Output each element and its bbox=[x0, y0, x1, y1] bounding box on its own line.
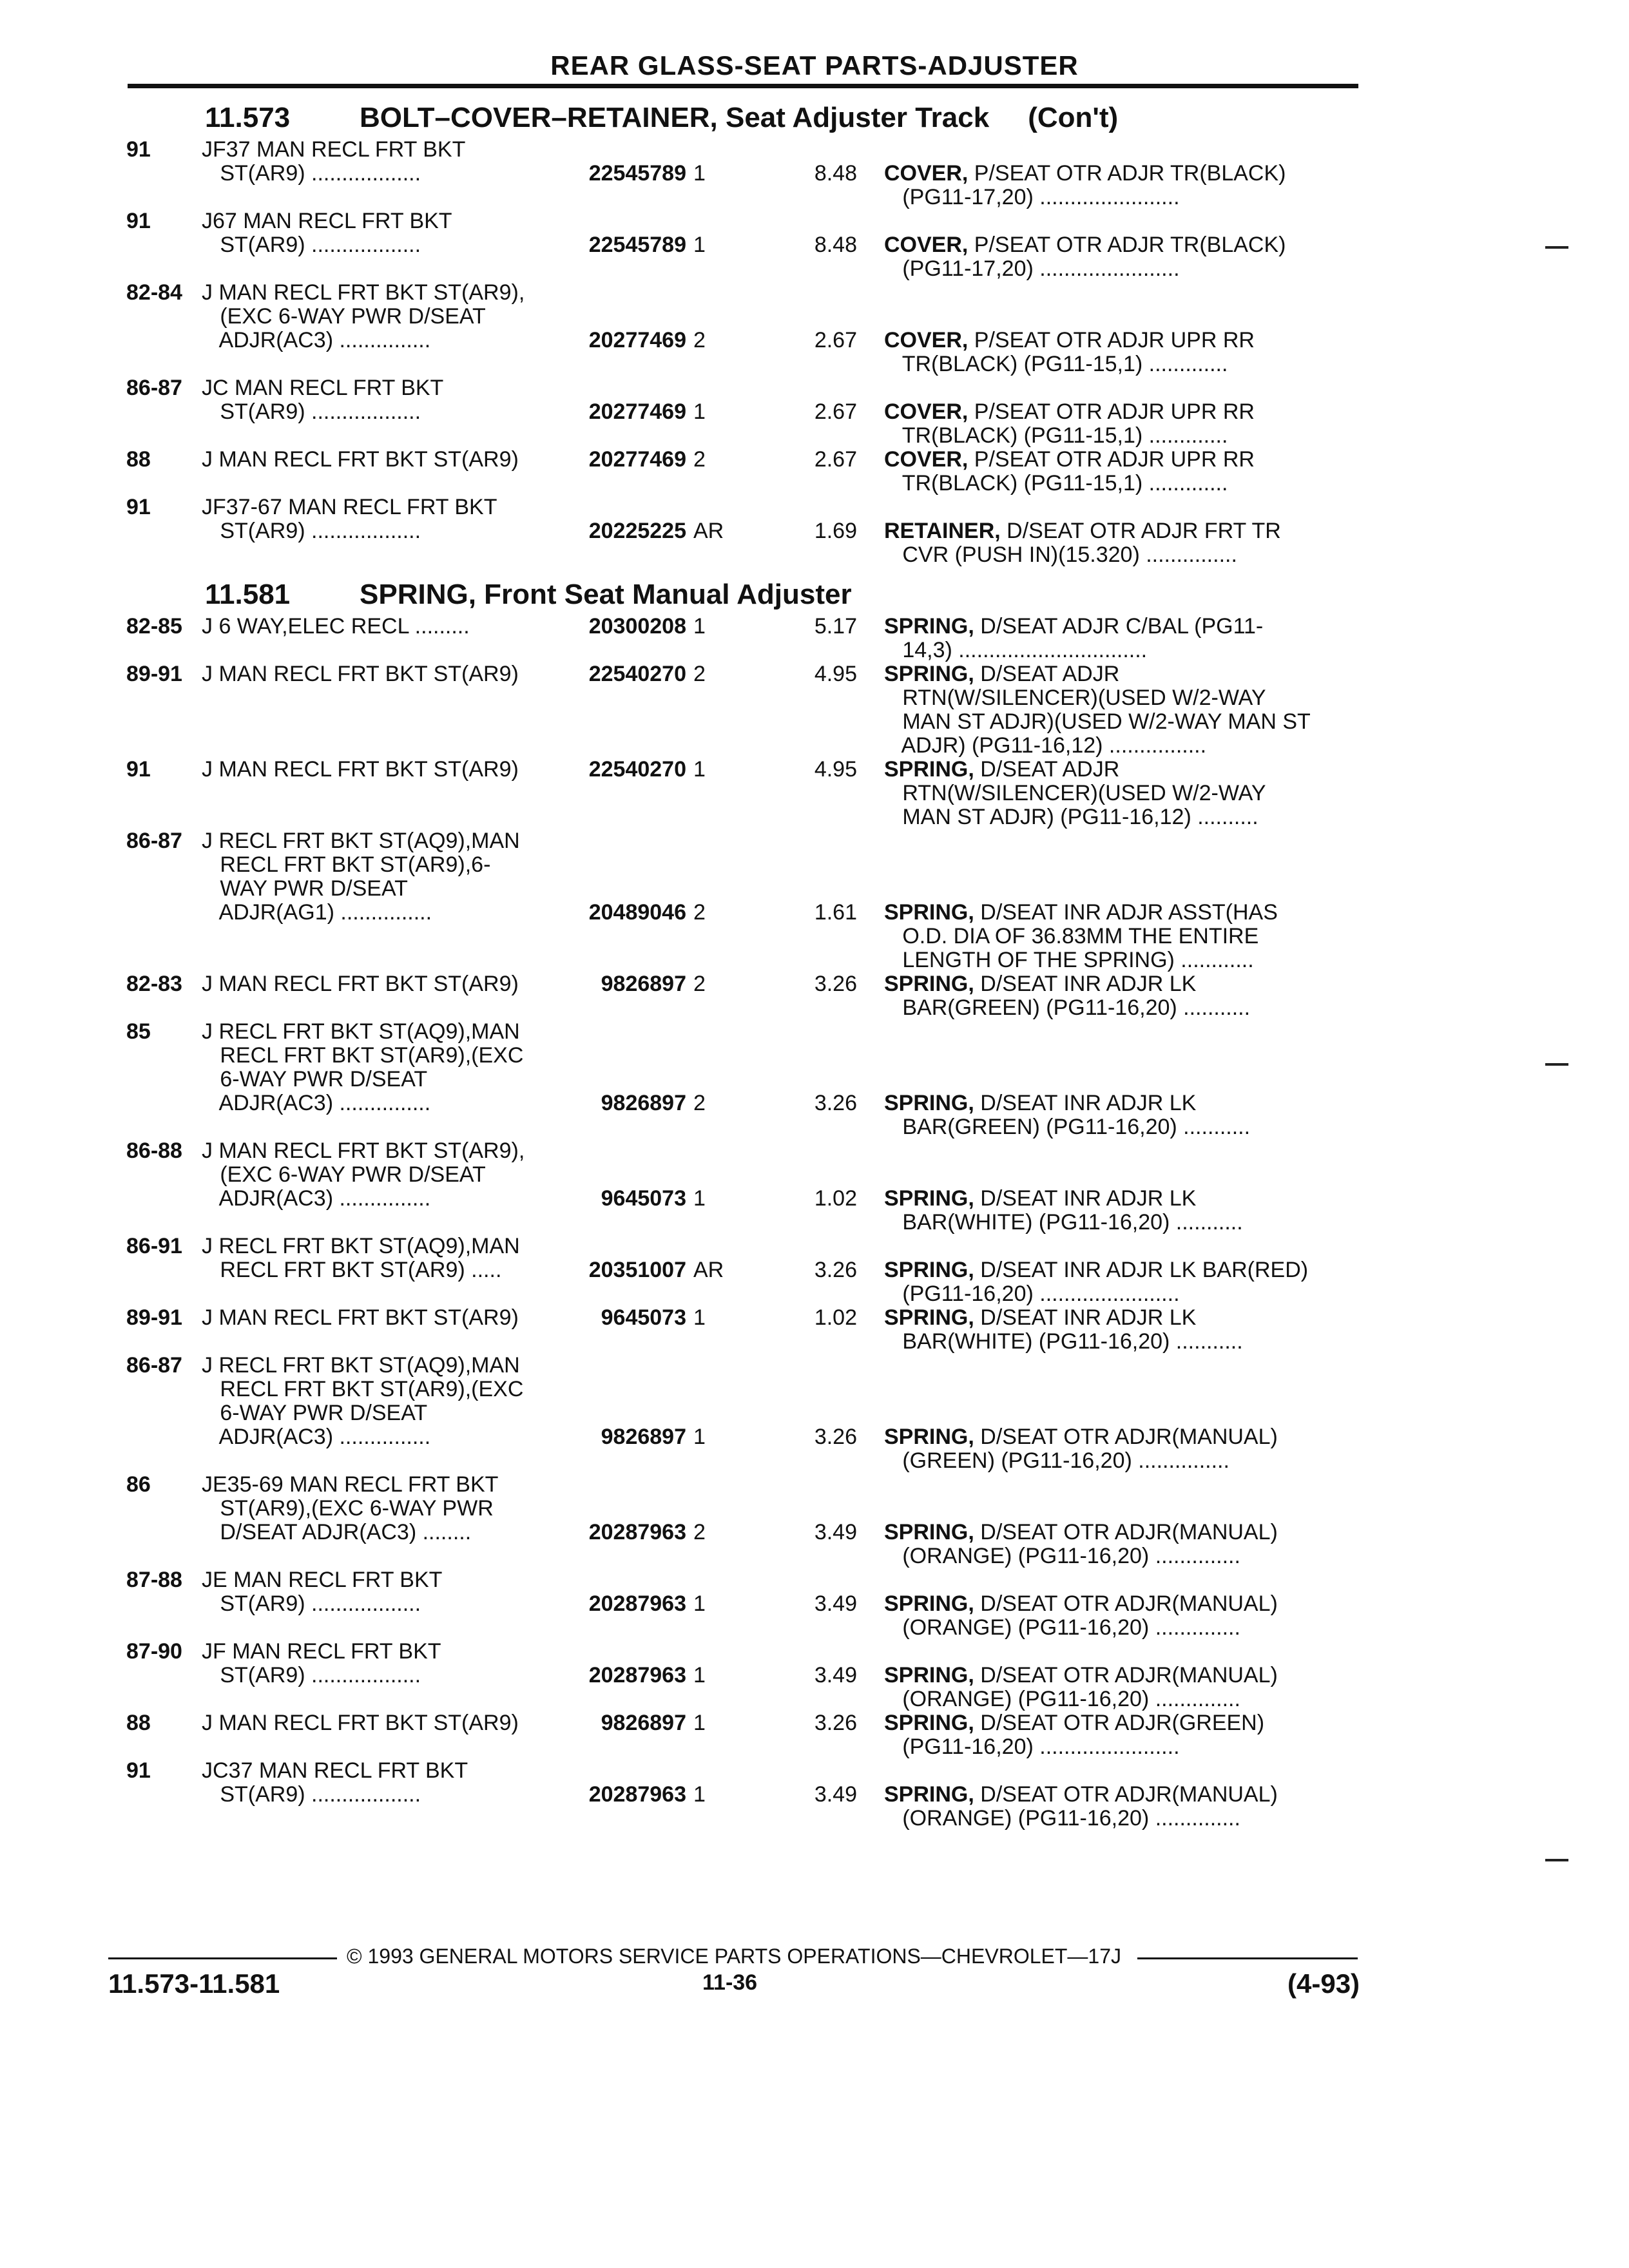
section-heading bbox=[205, 579, 852, 611]
application-desc: JF37-67 MAN RECL FRT BKT ST(AR9) .................. bbox=[202, 495, 497, 543]
application-desc: J 6 WAY,ELEC RECL ......... bbox=[202, 614, 470, 639]
model-years: 86-88 bbox=[126, 1139, 182, 1163]
page-title: REAR GLASS-SEAT PARTS-ADJUSTER bbox=[550, 50, 1079, 81]
part-number: 9826897 bbox=[601, 1711, 686, 1735]
part-number: 9645073 bbox=[601, 1186, 686, 1211]
model-years: 88 bbox=[126, 1711, 151, 1735]
model-years: 82-84 bbox=[126, 280, 182, 305]
part-description: SPRING, D/SEAT OTR ADJR(MANUAL) (ORANGE) (PG11-16,20) .............. bbox=[884, 1663, 1278, 1711]
application-desc: JE MAN RECL FRT BKT ST(AR9) .................. bbox=[202, 1568, 443, 1616]
section-suffix: (Con't) bbox=[1028, 102, 1119, 133]
part-number: 20351007 bbox=[588, 1258, 686, 1282]
price: 3.26 bbox=[814, 972, 857, 996]
part-description: COVER, P/SEAT OTR ADJR UPR RR TR(BLACK) (PG11-15,1) ............. bbox=[884, 399, 1255, 448]
price: 1.61 bbox=[814, 900, 857, 925]
part-number: 20287963 bbox=[588, 1782, 686, 1807]
part-description: SPRING, D/SEAT INR ADJR ASST(HAS O.D. DIA OF 36.83MM THE ENTIRE LENGTH OF THE SPRING) ............ bbox=[884, 900, 1278, 972]
section-number: 11.581 bbox=[205, 579, 291, 610]
application-desc: J MAN RECL FRT BKT ST(AR9) bbox=[202, 447, 519, 472]
price: 4.95 bbox=[814, 757, 857, 782]
part-number: 9645073 bbox=[601, 1305, 686, 1330]
quantity: 1 bbox=[693, 399, 706, 424]
price: 3.26 bbox=[814, 1091, 857, 1115]
quantity: 1 bbox=[693, 1711, 706, 1735]
price: 4.95 bbox=[814, 662, 857, 686]
price: 8.48 bbox=[814, 161, 857, 186]
application-desc: J MAN RECL FRT BKT ST(AR9), (EXC 6-WAY PWR D/SEAT ADJR(AC3) ............... bbox=[202, 280, 525, 352]
price: 5.17 bbox=[814, 614, 857, 639]
footer-rule bbox=[1137, 1957, 1358, 1959]
section-number: 11.573 bbox=[205, 102, 291, 133]
part-number: 20277469 bbox=[588, 328, 686, 352]
part-number: 20277469 bbox=[588, 447, 686, 472]
application-desc: JF MAN RECL FRT BKT ST(AR9) .................. bbox=[202, 1639, 441, 1687]
footer-rule bbox=[108, 1957, 337, 1959]
part-description: SPRING, D/SEAT OTR ADJR(MANUAL) (GREEN) (PG11-16,20) ............... bbox=[884, 1425, 1278, 1473]
model-years: 82-83 bbox=[126, 972, 182, 996]
quantity: 1 bbox=[693, 614, 706, 639]
part-number: 20277469 bbox=[588, 399, 686, 424]
quantity: 2 bbox=[693, 1091, 706, 1115]
application-desc: J RECL FRT BKT ST(AQ9),MAN RECL FRT BKT ST(AR9),6- WAY PWR D/SEAT ADJR(AG1) ............... bbox=[202, 829, 520, 925]
quantity: 1 bbox=[693, 161, 706, 186]
part-description: SPRING, D/SEAT OTR ADJR(MANUAL) (ORANGE) (PG11-16,20) .............. bbox=[884, 1782, 1278, 1831]
model-years: 85 bbox=[126, 1019, 151, 1044]
quantity: 1 bbox=[693, 1425, 706, 1449]
part-description: SPRING, D/SEAT INR ADJR LK BAR(RED) (PG11-16,20) ....................... bbox=[884, 1258, 1309, 1306]
price: 2.67 bbox=[814, 328, 857, 352]
application-desc: J MAN RECL FRT BKT ST(AR9) bbox=[202, 1305, 519, 1330]
header-rule bbox=[128, 84, 1358, 88]
margin-mark bbox=[1545, 1859, 1568, 1861]
model-years: 86-87 bbox=[126, 376, 182, 400]
quantity: 2 bbox=[693, 900, 706, 925]
application-desc: JE35-69 MAN RECL FRT BKT ST(AR9),(EXC 6-WAY PWR D/SEAT ADJR(AC3) ........ bbox=[202, 1472, 499, 1544]
price: 3.26 bbox=[814, 1425, 857, 1449]
part-number: 20300208 bbox=[588, 614, 686, 639]
model-years: 88 bbox=[126, 447, 151, 472]
part-number: 22540270 bbox=[588, 662, 686, 686]
part-number: 9826897 bbox=[601, 1091, 686, 1115]
part-description: SPRING, D/SEAT OTR ADJR(MANUAL) (ORANGE) (PG11-16,20) .............. bbox=[884, 1520, 1278, 1568]
price: 1.02 bbox=[814, 1305, 857, 1330]
model-years: 82-85 bbox=[126, 614, 182, 639]
model-years: 89-91 bbox=[126, 662, 182, 686]
model-years: 86-91 bbox=[126, 1234, 182, 1258]
model-years: 91 bbox=[126, 757, 151, 782]
application-desc: J MAN RECL FRT BKT ST(AR9) bbox=[202, 972, 519, 996]
application-desc: JF37 MAN RECL FRT BKT ST(AR9) .................. bbox=[202, 137, 466, 186]
application-desc: J RECL FRT BKT ST(AQ9),MAN RECL FRT BKT ST(AR9),(EXC 6-WAY PWR D/SEAT ADJR(AC3) ............... bbox=[202, 1019, 524, 1115]
part-number: 20287963 bbox=[588, 1520, 686, 1544]
part-description: RETAINER, D/SEAT OTR ADJR FRT TR CVR (PUSH IN)(15.320) ............... bbox=[884, 519, 1281, 567]
application-desc: J MAN RECL FRT BKT ST(AR9) bbox=[202, 662, 519, 686]
part-description: SPRING, D/SEAT INR ADJR LK BAR(WHITE) (PG11-16,20) ........... bbox=[884, 1186, 1243, 1235]
quantity: 1 bbox=[693, 1782, 706, 1807]
part-description: SPRING, D/SEAT ADJR RTN(W/SILENCER)(USED W/2-WAY MAN ST ADJR)(USED W/2-WAY MAN ST ADJR) (PG11-16,12) ................ bbox=[884, 662, 1311, 758]
model-years: 91 bbox=[126, 137, 151, 162]
part-number: 20225225 bbox=[588, 519, 686, 543]
model-years: 91 bbox=[126, 495, 151, 519]
price: 3.26 bbox=[814, 1258, 857, 1282]
quantity: 2 bbox=[693, 1520, 706, 1544]
quantity: 1 bbox=[693, 1305, 706, 1330]
part-number: 22545789 bbox=[588, 161, 686, 186]
part-description: SPRING, D/SEAT INR ADJR LK BAR(GREEN) (PG11-16,20) ........... bbox=[884, 972, 1251, 1020]
quantity: AR bbox=[693, 1258, 724, 1282]
model-years: 91 bbox=[126, 209, 151, 233]
part-description: COVER, P/SEAT OTR ADJR UPR RR TR(BLACK) (PG11-15,1) ............. bbox=[884, 447, 1255, 495]
quantity: 1 bbox=[693, 1663, 706, 1687]
price: 3.49 bbox=[814, 1782, 857, 1807]
price: 8.48 bbox=[814, 233, 857, 257]
part-description: SPRING, D/SEAT OTR ADJR(MANUAL) (ORANGE) (PG11-16,20) .............. bbox=[884, 1591, 1278, 1640]
revision-date: (4-93) bbox=[1287, 1968, 1360, 1999]
section-heading bbox=[205, 102, 1118, 134]
application-desc: JC MAN RECL FRT BKT ST(AR9) .................. bbox=[202, 376, 444, 424]
part-description: COVER, P/SEAT OTR ADJR TR(BLACK) (PG11-17,20) ....................... bbox=[884, 233, 1286, 281]
application-desc: JC37 MAN RECL FRT BKT ST(AR9) .................. bbox=[202, 1758, 468, 1807]
price: 3.49 bbox=[814, 1520, 857, 1544]
part-number: 22545789 bbox=[588, 233, 686, 257]
quantity: 2 bbox=[693, 447, 706, 472]
price: 2.67 bbox=[814, 447, 857, 472]
quantity: AR bbox=[693, 519, 724, 543]
part-description: COVER, P/SEAT OTR ADJR UPR RR TR(BLACK) (PG11-15,1) ............. bbox=[884, 328, 1255, 376]
application-desc: J RECL FRT BKT ST(AQ9),MAN RECL FRT BKT ST(AR9),(EXC 6-WAY PWR D/SEAT ADJR(AC3) ............... bbox=[202, 1353, 524, 1449]
part-number: 22540270 bbox=[588, 757, 686, 782]
model-years: 89-91 bbox=[126, 1305, 182, 1330]
price: 3.26 bbox=[814, 1711, 857, 1735]
part-number: 9826897 bbox=[601, 1425, 686, 1449]
price: 3.49 bbox=[814, 1663, 857, 1687]
margin-mark bbox=[1545, 1063, 1568, 1066]
section-title: SPRING, Front Seat Manual Adjuster bbox=[360, 579, 852, 610]
part-description: SPRING, D/SEAT INR ADJR LK BAR(GREEN) (PG11-16,20) ........... bbox=[884, 1091, 1251, 1139]
price: 1.02 bbox=[814, 1186, 857, 1211]
section-range: 11.573-11.581 bbox=[108, 1968, 280, 1999]
margin-mark bbox=[1545, 246, 1568, 249]
part-description: SPRING, D/SEAT ADJR RTN(W/SILENCER)(USED W/2-WAY MAN ST ADJR) (PG11-16,12) .......... bbox=[884, 757, 1266, 829]
model-years: 87-90 bbox=[126, 1639, 182, 1664]
part-number: 20287963 bbox=[588, 1663, 686, 1687]
application-desc: J67 MAN RECL FRT BKT ST(AR9) .................. bbox=[202, 209, 452, 257]
quantity: 1 bbox=[693, 757, 706, 782]
quantity: 1 bbox=[693, 1591, 706, 1616]
application-desc: J MAN RECL FRT BKT ST(AR9) bbox=[202, 757, 519, 782]
copyright-text: © 1993 GENERAL MOTORS SERVICE PARTS OPERATIONS—CHEVROLET—17J bbox=[347, 1945, 1121, 1968]
model-years: 86 bbox=[126, 1472, 151, 1497]
part-description: SPRING, D/SEAT ADJR C/BAL (PG11- 14,3) ............................... bbox=[884, 614, 1264, 662]
part-number: 9826897 bbox=[601, 972, 686, 996]
part-number: 20287963 bbox=[588, 1591, 686, 1616]
model-years: 86-87 bbox=[126, 829, 182, 853]
part-description: COVER, P/SEAT OTR ADJR TR(BLACK) (PG11-17,20) ....................... bbox=[884, 161, 1286, 209]
quantity: 2 bbox=[693, 972, 706, 996]
application-desc: J MAN RECL FRT BKT ST(AR9) bbox=[202, 1711, 519, 1735]
part-number: 20489046 bbox=[588, 900, 686, 925]
quantity: 2 bbox=[693, 328, 706, 352]
application-desc: J MAN RECL FRT BKT ST(AR9), (EXC 6-WAY PWR D/SEAT ADJR(AC3) ............... bbox=[202, 1139, 525, 1211]
application-desc: J RECL FRT BKT ST(AQ9),MAN RECL FRT BKT ST(AR9) ..... bbox=[202, 1234, 520, 1282]
model-years: 91 bbox=[126, 1758, 151, 1783]
part-description: SPRING, D/SEAT INR ADJR LK BAR(WHITE) (PG11-16,20) ........... bbox=[884, 1305, 1243, 1354]
model-years: 86-87 bbox=[126, 1353, 182, 1378]
model-years: 87-88 bbox=[126, 1568, 182, 1592]
quantity: 1 bbox=[693, 233, 706, 257]
quantity: 1 bbox=[693, 1186, 706, 1211]
part-description: SPRING, D/SEAT OTR ADJR(GREEN) (PG11-16,20) ....................... bbox=[884, 1711, 1265, 1759]
price: 2.67 bbox=[814, 399, 857, 424]
price: 1.69 bbox=[814, 519, 857, 543]
section-title: BOLT–COVER–RETAINER, Seat Adjuster Track bbox=[360, 102, 990, 133]
quantity: 2 bbox=[693, 662, 706, 686]
page-number: 11-36 bbox=[702, 1970, 758, 1995]
price: 3.49 bbox=[814, 1591, 857, 1616]
